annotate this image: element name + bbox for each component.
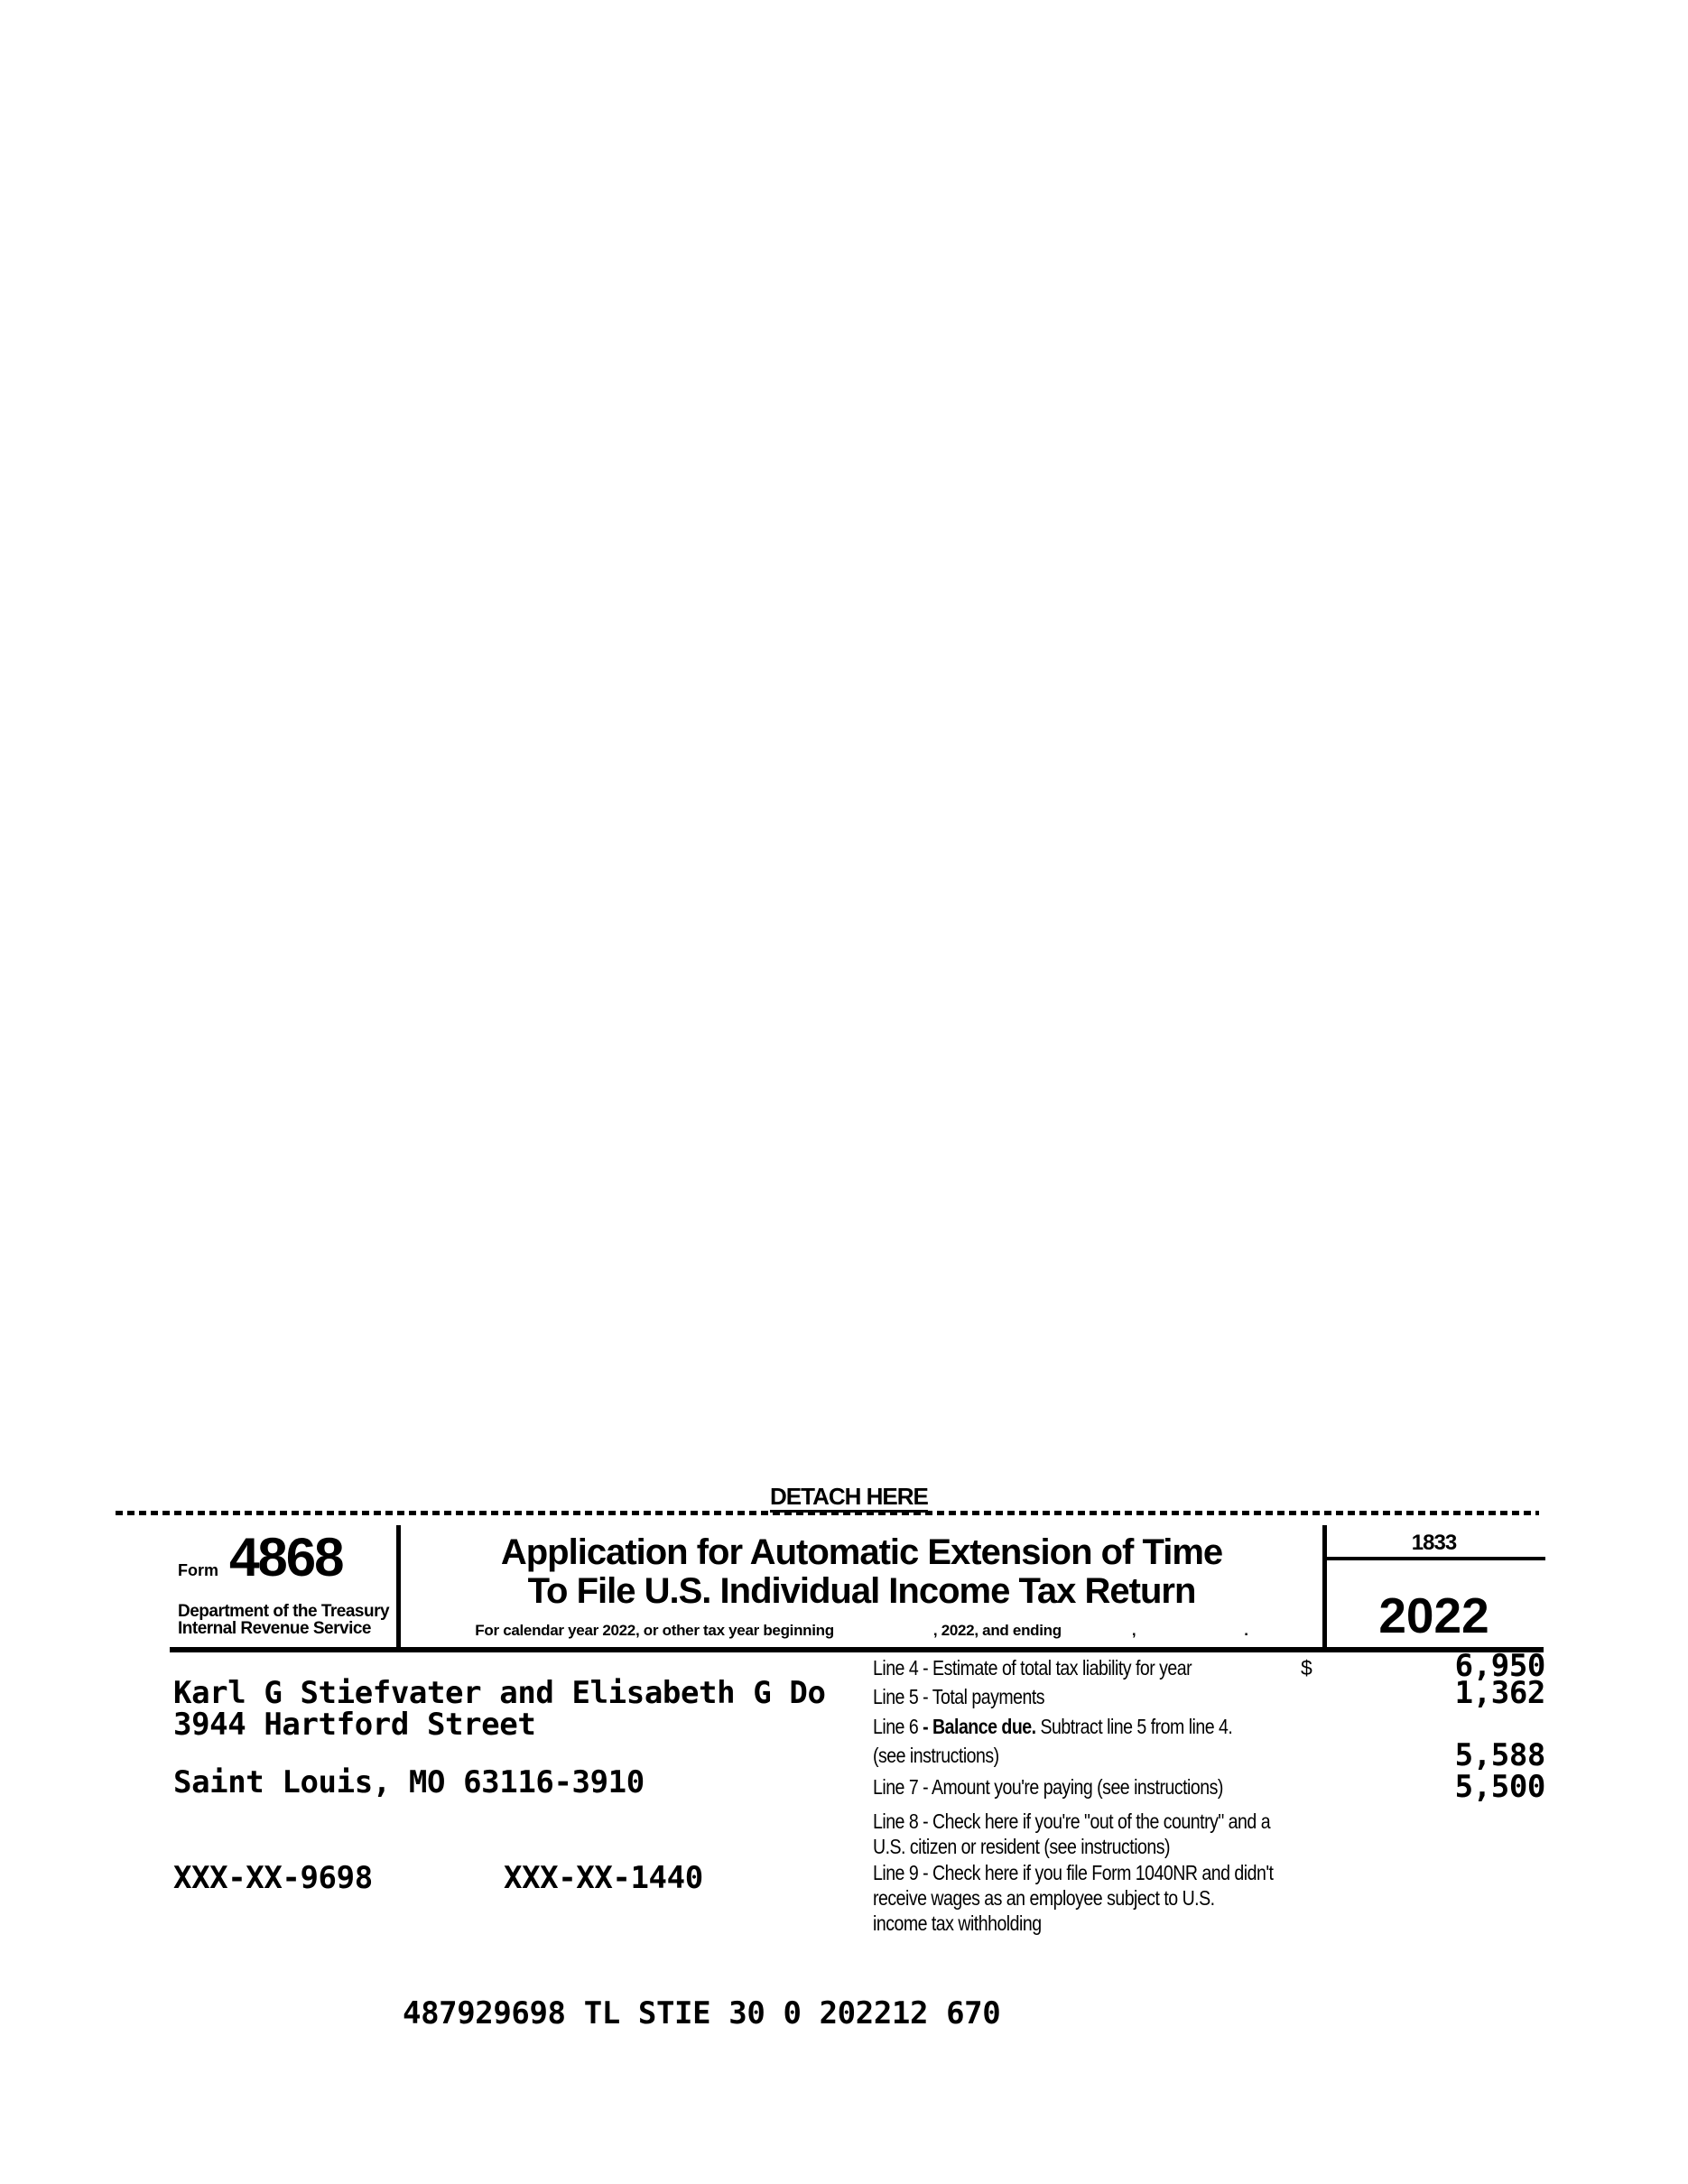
- form-number: 4868: [229, 1527, 343, 1587]
- form-title-line1: Application for Automatic Extension of Time: [500, 1532, 1223, 1572]
- agency-block: [178, 1603, 389, 1637]
- primary-ssn: XXX-XX-9698: [173, 1860, 373, 1896]
- scan-line: 487929698 TL STIE 30 0 202212 670: [403, 1995, 1001, 2031]
- line6-suffix: Subtract line 5 from line 4.: [1035, 1715, 1233, 1738]
- perforation-dashed-line: [116, 1511, 1539, 1515]
- detach-here-label: DETACH HERE: [770, 1485, 928, 1513]
- taxpayer-city-state-zip: Saint Louis, MO 63116-3910: [173, 1764, 645, 1800]
- line9-label-part3: income tax withholding: [873, 1911, 1042, 1935]
- line6-see-instructions: (see instructions): [873, 1744, 999, 1767]
- subtitle-comma: ,: [1131, 1622, 1136, 1639]
- line6-prefix: Line 6: [873, 1715, 923, 1738]
- treasury-line: Department of the Treasury: [178, 1602, 390, 1621]
- subtitle-period: .: [1244, 1622, 1248, 1639]
- year-box-top-rule: [1322, 1557, 1545, 1560]
- line8-label-part1: Line 8 - Check here if you're "out of the country" and a: [873, 1809, 1271, 1833]
- tax-year-number: 2022: [1378, 1587, 1489, 1643]
- irs-line: Internal Revenue Service: [178, 1619, 371, 1638]
- line8-label-part2: U.S. citizen or resident (see instructions): [873, 1835, 1171, 1858]
- line4-amount: 6,950: [1454, 1648, 1545, 1684]
- form-id-block: [178, 1527, 343, 1587]
- line7-amount: 5,500: [1454, 1769, 1545, 1805]
- taxpayer-name: Karl G Stiefvater and Elisabeth G Do: [173, 1675, 826, 1711]
- line7-label: Line 7 - Amount you're paying (see instructions): [873, 1775, 1223, 1799]
- line5-amount: 1,362: [1454, 1675, 1545, 1711]
- calendar-year-text: For calendar year 2022, or other tax year beginning: [475, 1622, 834, 1639]
- dollar-sign: $: [1301, 1656, 1312, 1680]
- line6-label: [873, 1717, 1232, 1737]
- spouse-ssn: XXX-XX-1440: [504, 1860, 703, 1896]
- and-ending-text: , 2022, and ending: [932, 1622, 1062, 1639]
- line9-label-part2: receive wages as an employee subject to U.S.: [873, 1886, 1215, 1910]
- julian-date-number: 1833: [1411, 1531, 1457, 1555]
- line5-label: Line 5 - Total payments: [873, 1685, 1045, 1708]
- line6-amount: 5,588: [1454, 1737, 1545, 1773]
- form-title-line2: To File U.S. Individual Income Tax Return: [527, 1571, 1196, 1611]
- taxpayer-street: 3944 Hartford Street: [173, 1707, 536, 1743]
- calendar-year-line: [401, 1623, 1322, 1638]
- line4-label: Line 4 - Estimate of total tax liability for year: [873, 1656, 1192, 1680]
- line9-label-part1: Line 9 - Check here if you file Form 1040NR and didn't: [873, 1861, 1274, 1884]
- line6-balance-due: - Balance due.: [923, 1715, 1036, 1738]
- form-word: Form: [178, 1561, 218, 1579]
